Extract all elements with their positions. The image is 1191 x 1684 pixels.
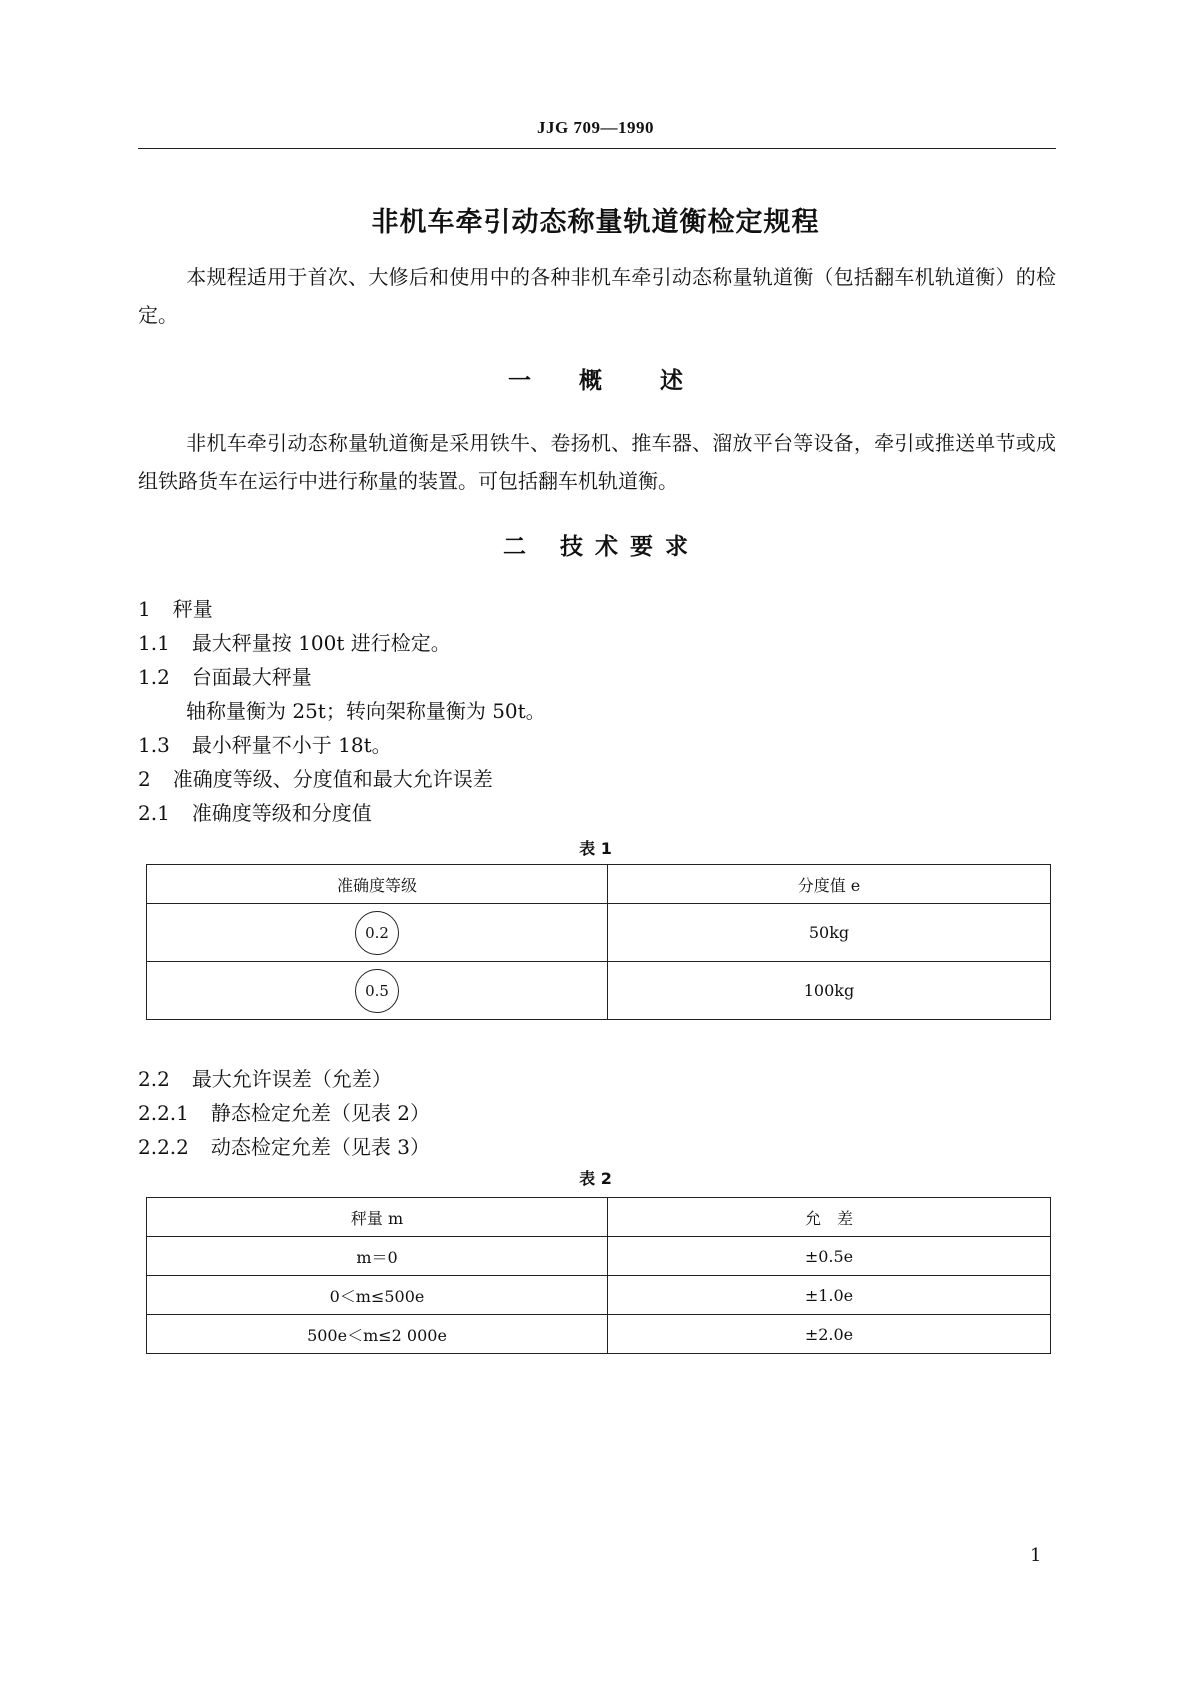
section-2-title-char: 求 <box>665 534 688 560</box>
section-1-paragraph <box>138 424 1056 500</box>
section-2-title <box>0 528 1191 561</box>
section-2-title-char: 术 <box>595 534 618 560</box>
clause-2-2-2: 2.2.2 动态检定允差（见表 3） <box>138 1135 430 1159</box>
clause-1-1: 1.1 最大秤量按 100t 进行检定。 <box>138 631 451 655</box>
clause-1-2-detail: 轴称量衡为 25t；转向架称量衡为 50t。 <box>186 699 546 723</box>
table-header-cell: 秤量 m <box>147 1198 608 1237</box>
table-row <box>147 904 1051 962</box>
clause-1-3: 1.3 最小秤量不小于 18t。 <box>138 733 392 757</box>
section-1-title <box>0 362 1191 395</box>
table-header-cell: 允 差 <box>608 1198 1051 1237</box>
table-cell: 0＜m≤500e <box>147 1276 608 1315</box>
table-cell <box>147 962 608 1020</box>
clause-2-2: 2.2 最大允许误差（允差） <box>138 1067 392 1091</box>
table-row <box>147 1237 1051 1276</box>
standard-code: JJG 709—1990 <box>537 118 654 137</box>
clause-2-1: 2.1 准确度等级和分度值 <box>138 801 372 825</box>
table-cell: m＝0 <box>147 1237 608 1276</box>
table-header-row <box>147 1198 1051 1237</box>
table-1 <box>146 864 1051 1020</box>
page-number: 1 <box>1030 1545 1042 1566</box>
document-title: 非机车牵引动态称量轨道衡检定规程 <box>371 207 820 238</box>
table-header-cell: 准确度等级 <box>147 865 608 904</box>
clause-2: 2 准确度等级、分度值和最大允许误差 <box>138 767 493 791</box>
table-2-caption: 表 2 <box>579 1169 612 1188</box>
accuracy-class-circle: 0.2 <box>355 911 399 955</box>
table-header-row <box>147 865 1051 904</box>
table-cell <box>147 904 608 962</box>
header-rule <box>138 148 1056 149</box>
clause-1: 1 秤量 <box>138 597 213 621</box>
clause-1-2: 1.2 台面最大秤量 <box>138 665 312 689</box>
section-2-title-char: 要 <box>630 534 653 560</box>
section-1-title-char: 概 <box>579 368 602 394</box>
table-row <box>147 1276 1051 1315</box>
accuracy-class-circle: 0.5 <box>355 969 399 1013</box>
clause-2-2-1: 2.2.1 静态检定允差（见表 2） <box>138 1101 430 1125</box>
table-cell: ±0.5e <box>608 1237 1051 1276</box>
table-1-caption: 表 1 <box>579 839 612 858</box>
section-1-title-char: 一 <box>508 368 531 394</box>
table-row <box>147 962 1051 1020</box>
section-1-text: 非机车牵引动态称量轨道衡是采用铁牛、卷扬机、推车器、溜放平台等设备，牵引或推送单节或成组铁路货车在运行中进行称量的装置。可包括翻车机轨道衡。 <box>138 431 1056 493</box>
section-2-title-char: 技 <box>560 534 583 560</box>
table-row <box>147 1315 1051 1354</box>
section-1-title-char: 述 <box>660 368 683 394</box>
intro-paragraph <box>138 258 1056 334</box>
intro-text: 本规程适用于首次、大修后和使用中的各种非机车牵引动态称量轨道衡（包括翻车机轨道衡）的检定。 <box>138 265 1056 327</box>
table-cell: 500e＜m≤2 000e <box>147 1315 608 1354</box>
table-cell: 100kg <box>608 962 1051 1020</box>
table-header-cell: 分度值 e <box>608 865 1051 904</box>
table-2 <box>146 1197 1051 1354</box>
section-2-title-char: 二 <box>503 534 526 560</box>
table-cell: 50kg <box>608 904 1051 962</box>
table-cell: ±2.0e <box>608 1315 1051 1354</box>
table-cell: ±1.0e <box>608 1276 1051 1315</box>
